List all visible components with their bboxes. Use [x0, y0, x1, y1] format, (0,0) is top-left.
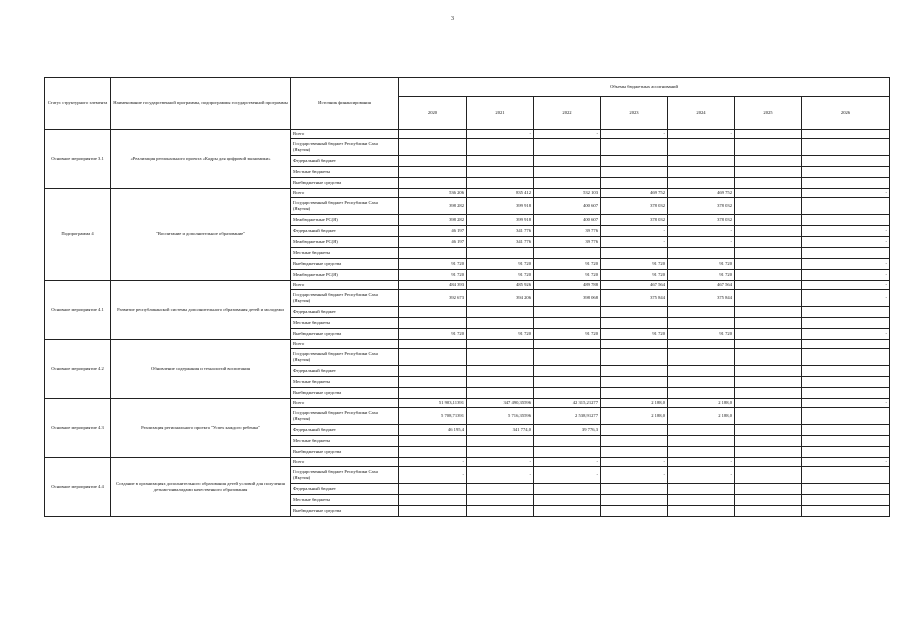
header-year: 2025 [735, 97, 802, 130]
value-cell: 2 538,91277 [534, 408, 601, 425]
value-cell [399, 167, 467, 178]
value-cell: 399 918 [467, 215, 534, 226]
value-cell [534, 484, 601, 495]
program-name-cell: "Воспитание и дополнительное образование" [111, 189, 291, 281]
value-cell [467, 447, 534, 458]
status-cell: Основное мероприятие 3.1 [45, 130, 111, 189]
value-cell: - [802, 458, 890, 467]
value-cell [534, 436, 601, 447]
value-cell [399, 377, 467, 388]
value-cell [399, 388, 467, 399]
value-cell [534, 248, 601, 259]
value-cell [467, 318, 534, 329]
value-cell: 469 752 [601, 189, 668, 198]
header-row [45, 78, 890, 97]
source-cell: Федеральный бюджет [291, 425, 399, 436]
table-row [45, 399, 890, 408]
value-cell [735, 178, 802, 189]
value-cell [802, 215, 890, 226]
value-cell: 2 188,0 [668, 408, 735, 425]
value-cell: 2 188,0 [601, 408, 668, 425]
value-cell [802, 495, 890, 506]
value-cell [735, 290, 802, 307]
value-cell: 400 607 [534, 198, 601, 215]
value-cell [735, 226, 802, 237]
value-cell [601, 139, 668, 156]
source-cell: Всего [291, 340, 399, 349]
budget-table [44, 77, 890, 517]
value-cell [802, 156, 890, 167]
value-cell: 375 844 [601, 290, 668, 307]
value-cell: - [534, 467, 601, 484]
value-cell [601, 349, 668, 366]
value-cell [399, 318, 467, 329]
value-cell [534, 307, 601, 318]
header-year: 2022 [534, 97, 601, 130]
value-cell: - [399, 467, 467, 484]
value-cell [668, 307, 735, 318]
value-cell: 394 206 [467, 290, 534, 307]
value-cell [601, 340, 668, 349]
value-cell [399, 506, 467, 517]
value-cell [399, 156, 467, 167]
value-cell [467, 388, 534, 399]
value-cell [668, 156, 735, 167]
value-cell: - [467, 130, 534, 139]
table-row [45, 458, 890, 467]
value-cell [668, 167, 735, 178]
value-cell: 5 708,71391 [399, 408, 467, 425]
value-cell: 835 412 [467, 189, 534, 198]
value-cell: 91 720 [467, 270, 534, 281]
value-cell [802, 167, 890, 178]
value-cell [467, 167, 534, 178]
value-cell [534, 377, 601, 388]
source-cell: Всего [291, 458, 399, 467]
program-name-cell: Реализация регионального проекта "Успех каждого ребенка" [111, 399, 291, 458]
source-cell: Внебюджетные средства [291, 388, 399, 399]
value-cell [467, 484, 534, 495]
value-cell [601, 425, 668, 436]
program-name-cell: Создание в организациях дополнительного образования детей условий для получения детьми-инвалидами качественного образования [111, 458, 291, 517]
value-cell [534, 447, 601, 458]
value-cell [467, 506, 534, 517]
value-cell [802, 408, 890, 425]
value-cell [735, 447, 802, 458]
table-row [45, 340, 890, 349]
table-row [45, 281, 890, 290]
value-cell [802, 248, 890, 259]
value-cell [399, 178, 467, 189]
header-status: Статус структурного элемента [45, 78, 111, 130]
value-cell: 91 720 [601, 270, 668, 281]
value-cell: - [534, 130, 601, 139]
source-cell: Всего [291, 399, 399, 408]
value-cell [735, 408, 802, 425]
value-cell [735, 307, 802, 318]
value-cell: 2 188,0 [668, 399, 735, 408]
value-cell [735, 156, 802, 167]
value-cell [467, 178, 534, 189]
value-cell [735, 189, 802, 198]
value-cell [735, 130, 802, 139]
source-cell: Местные бюджеты [291, 248, 399, 259]
value-cell: 469 752 [668, 189, 735, 198]
value-cell: 341 774,0 [467, 425, 534, 436]
source-cell: Государственный бюджет Республики Саха (Якутия) [291, 467, 399, 484]
value-cell [534, 139, 601, 156]
value-cell: 91 720 [668, 329, 735, 340]
status-cell: Основное мероприятие 4.4 [45, 458, 111, 517]
program-name-cell: «Реализация регионального проекта «Кадры для цифровой экономики» [111, 130, 291, 189]
value-cell: 91 720 [399, 259, 467, 270]
value-cell: - [601, 458, 668, 467]
table-row [45, 130, 890, 139]
value-cell [467, 495, 534, 506]
value-cell: 392 673 [399, 290, 467, 307]
value-cell [735, 388, 802, 399]
value-cell [802, 178, 890, 189]
header-volume: Объемы бюджетных ассигнований [399, 78, 890, 97]
value-cell: 347 490,35596 [467, 399, 534, 408]
program-name-cell: Развитие республиканской системы дополнительного образования детей и молодежи [111, 281, 291, 340]
value-cell [735, 399, 802, 408]
value-cell [534, 366, 601, 377]
value-cell [735, 318, 802, 329]
source-cell: Местные бюджеты [291, 167, 399, 178]
value-cell [735, 248, 802, 259]
source-cell: Местные бюджеты [291, 318, 399, 329]
source-cell: Местные бюджеты [291, 436, 399, 447]
value-cell [534, 388, 601, 399]
source-cell: Местные бюджеты [291, 495, 399, 506]
value-cell [601, 318, 668, 329]
value-cell [601, 167, 668, 178]
value-cell: 489 788 [534, 281, 601, 290]
value-cell [467, 307, 534, 318]
value-cell [735, 340, 802, 349]
value-cell: - [802, 281, 890, 290]
value-cell [735, 167, 802, 178]
value-cell: 91 720 [601, 259, 668, 270]
source-cell: Государственный бюджет Республики Саха (Якутия) [291, 198, 399, 215]
value-cell: 378 032 [668, 215, 735, 226]
header-year: 2021 [467, 97, 534, 130]
source-cell: Всего [291, 189, 399, 198]
source-cell: Государственный бюджет Республики Саха (Якутия) [291, 290, 399, 307]
value-cell: 91 720 [467, 329, 534, 340]
value-cell [802, 198, 890, 215]
value-cell [735, 366, 802, 377]
value-cell [467, 248, 534, 259]
source-cell: Государственный бюджет Республики Саха (Якутия) [291, 408, 399, 425]
value-cell [668, 318, 735, 329]
value-cell [802, 447, 890, 458]
value-cell [802, 467, 890, 484]
value-cell: - [467, 467, 534, 484]
value-cell [601, 447, 668, 458]
source-cell: Внебюджетные средства [291, 506, 399, 517]
value-cell [735, 270, 802, 281]
value-cell [668, 248, 735, 259]
value-cell [399, 366, 467, 377]
value-cell: 375 844 [668, 290, 735, 307]
value-cell [735, 506, 802, 517]
value-cell [467, 340, 534, 349]
value-cell: 398 282 [399, 215, 467, 226]
value-cell [735, 458, 802, 467]
value-cell [601, 495, 668, 506]
value-cell: 378 032 [601, 198, 668, 215]
status-cell: Основное мероприятие 4.1 [45, 281, 111, 340]
value-cell [668, 377, 735, 388]
value-cell [802, 366, 890, 377]
value-cell: 51 903,11391 [399, 399, 467, 408]
value-cell: 467 564 [668, 281, 735, 290]
value-cell: 2 188,0 [601, 399, 668, 408]
value-cell: - [802, 399, 890, 408]
value-cell [735, 215, 802, 226]
value-cell [601, 248, 668, 259]
value-cell [467, 139, 534, 156]
header-source: Источник финансирования [291, 78, 399, 130]
value-cell [601, 388, 668, 399]
value-cell [735, 467, 802, 484]
header-year: 2023 [601, 97, 668, 130]
value-cell [399, 340, 467, 349]
value-cell: 39 776,3 [534, 425, 601, 436]
value-cell: 398 068 [534, 290, 601, 307]
value-cell: 46 197 [399, 237, 467, 248]
value-cell: 46 197 [399, 226, 467, 237]
value-cell [802, 139, 890, 156]
value-cell: - [467, 458, 534, 467]
value-cell [802, 436, 890, 447]
value-cell: 532 103 [534, 189, 601, 198]
table-row [45, 189, 890, 198]
source-cell: Всего [291, 281, 399, 290]
value-cell [735, 484, 802, 495]
value-cell [735, 377, 802, 388]
value-cell: 378 032 [668, 198, 735, 215]
value-cell [802, 506, 890, 517]
source-cell: Межбюджетные РС(Я) [291, 215, 399, 226]
value-cell [735, 436, 802, 447]
value-cell: 39 776 [534, 226, 601, 237]
value-cell: 536 206 [399, 189, 467, 198]
status-cell: Основное мероприятие 4.2 [45, 340, 111, 399]
value-cell: 341 776 [467, 226, 534, 237]
value-cell: 91 720 [399, 329, 467, 340]
page-number: 3 [451, 16, 454, 22]
value-cell [802, 484, 890, 495]
value-cell [735, 425, 802, 436]
value-cell [399, 307, 467, 318]
value-cell [668, 349, 735, 366]
value-cell [534, 340, 601, 349]
value-cell [601, 484, 668, 495]
value-cell: 91 720 [467, 259, 534, 270]
value-cell [601, 156, 668, 167]
value-cell: - [802, 237, 890, 248]
value-cell [601, 506, 668, 517]
value-cell: - [601, 226, 668, 237]
value-cell: - [668, 458, 735, 467]
value-cell [534, 178, 601, 189]
value-cell [534, 495, 601, 506]
header-year: 2026 [802, 97, 890, 130]
value-cell: 485 926 [467, 281, 534, 290]
value-cell: - [802, 290, 890, 307]
source-cell: Внебюджетные средства [291, 178, 399, 189]
value-cell [467, 156, 534, 167]
value-cell [735, 495, 802, 506]
value-cell: 399 918 [467, 198, 534, 215]
value-cell: 46 195,4 [399, 425, 467, 436]
value-cell [668, 447, 735, 458]
value-cell [399, 436, 467, 447]
source-cell: Федеральный бюджет [291, 226, 399, 237]
source-cell: Государственный бюджет Республики Саха (Якутия) [291, 139, 399, 156]
value-cell: - [601, 467, 668, 484]
value-cell [668, 484, 735, 495]
value-cell [735, 281, 802, 290]
value-cell [735, 198, 802, 215]
value-cell: 91 720 [668, 270, 735, 281]
value-cell: - [668, 226, 735, 237]
value-cell [467, 349, 534, 366]
value-cell: 91 720 [534, 259, 601, 270]
source-cell: Федеральный бюджет [291, 484, 399, 495]
value-cell [467, 436, 534, 447]
value-cell [668, 139, 735, 156]
value-cell [601, 436, 668, 447]
value-cell [601, 366, 668, 377]
value-cell [668, 436, 735, 447]
value-cell [802, 307, 890, 318]
value-cell [735, 237, 802, 248]
value-cell [534, 167, 601, 178]
value-cell [534, 318, 601, 329]
source-cell: Внебюджетные средства [291, 329, 399, 340]
value-cell [534, 506, 601, 517]
source-cell: Межбюджетные РС(Я) [291, 237, 399, 248]
value-cell [399, 484, 467, 495]
value-cell: - [802, 189, 890, 198]
value-cell [668, 178, 735, 189]
value-cell [802, 377, 890, 388]
value-cell [534, 349, 601, 366]
value-cell: 91 720 [534, 270, 601, 281]
value-cell [399, 495, 467, 506]
value-cell: 5 716,35596 [467, 408, 534, 425]
value-cell [802, 130, 890, 139]
value-cell [601, 307, 668, 318]
value-cell: - [668, 130, 735, 139]
source-cell: Государственный бюджет Республики Саха (Якутия) [291, 349, 399, 366]
value-cell [668, 506, 735, 517]
value-cell: 467 564 [601, 281, 668, 290]
header-year: 2024 [668, 97, 735, 130]
value-cell [467, 377, 534, 388]
value-cell: 91 720 [399, 270, 467, 281]
value-cell: - [534, 458, 601, 467]
status-cell: Основное мероприятие 4.3 [45, 399, 111, 458]
value-cell [802, 318, 890, 329]
value-cell [467, 366, 534, 377]
source-cell: Всего [291, 130, 399, 139]
source-cell: Федеральный бюджет [291, 366, 399, 377]
value-cell: - [802, 259, 890, 270]
value-cell: 378 032 [601, 215, 668, 226]
value-cell: - [399, 458, 467, 467]
value-cell: 42 315,21277 [534, 399, 601, 408]
value-cell [735, 259, 802, 270]
value-cell: 484 393 [399, 281, 467, 290]
value-cell [399, 447, 467, 458]
status-cell: Подпрограмма 4 [45, 189, 111, 281]
value-cell [802, 388, 890, 399]
source-cell: Внебюджетные средства [291, 259, 399, 270]
header-name: Наименование государственной программы, подпрограммы государственной программы [111, 78, 291, 130]
value-cell: 398 282 [399, 198, 467, 215]
value-cell [668, 425, 735, 436]
value-cell [601, 377, 668, 388]
value-cell [399, 130, 467, 139]
value-cell: 91 720 [534, 329, 601, 340]
value-cell [668, 388, 735, 399]
source-cell: Внебюджетные средства [291, 447, 399, 458]
source-cell: Межбюджетные РС(Я) [291, 270, 399, 281]
value-cell [399, 349, 467, 366]
value-cell: 39 776 [534, 237, 601, 248]
value-cell: - [668, 467, 735, 484]
value-cell [735, 349, 802, 366]
value-cell [735, 139, 802, 156]
value-cell [399, 139, 467, 156]
value-cell: 91 720 [601, 329, 668, 340]
value-cell [668, 495, 735, 506]
value-cell: - [668, 237, 735, 248]
value-cell [668, 366, 735, 377]
program-name-cell: Обновление содержания и технологий воспитания [111, 340, 291, 399]
value-cell [735, 329, 802, 340]
value-cell [802, 340, 890, 349]
value-cell [802, 425, 890, 436]
value-cell [668, 340, 735, 349]
value-cell [802, 349, 890, 366]
value-cell [601, 178, 668, 189]
source-cell: Федеральный бюджет [291, 307, 399, 318]
value-cell: 91 720 [668, 259, 735, 270]
value-cell: - [802, 329, 890, 340]
source-cell: Местные бюджеты [291, 377, 399, 388]
value-cell: - [802, 226, 890, 237]
value-cell: 400 607 [534, 215, 601, 226]
header-year: 2020 [399, 97, 467, 130]
value-cell: - [802, 270, 890, 281]
value-cell: - [601, 237, 668, 248]
value-cell [534, 156, 601, 167]
value-cell: 341 776 [467, 237, 534, 248]
source-cell: Федеральный бюджет [291, 156, 399, 167]
value-cell [399, 248, 467, 259]
value-cell: - [601, 130, 668, 139]
